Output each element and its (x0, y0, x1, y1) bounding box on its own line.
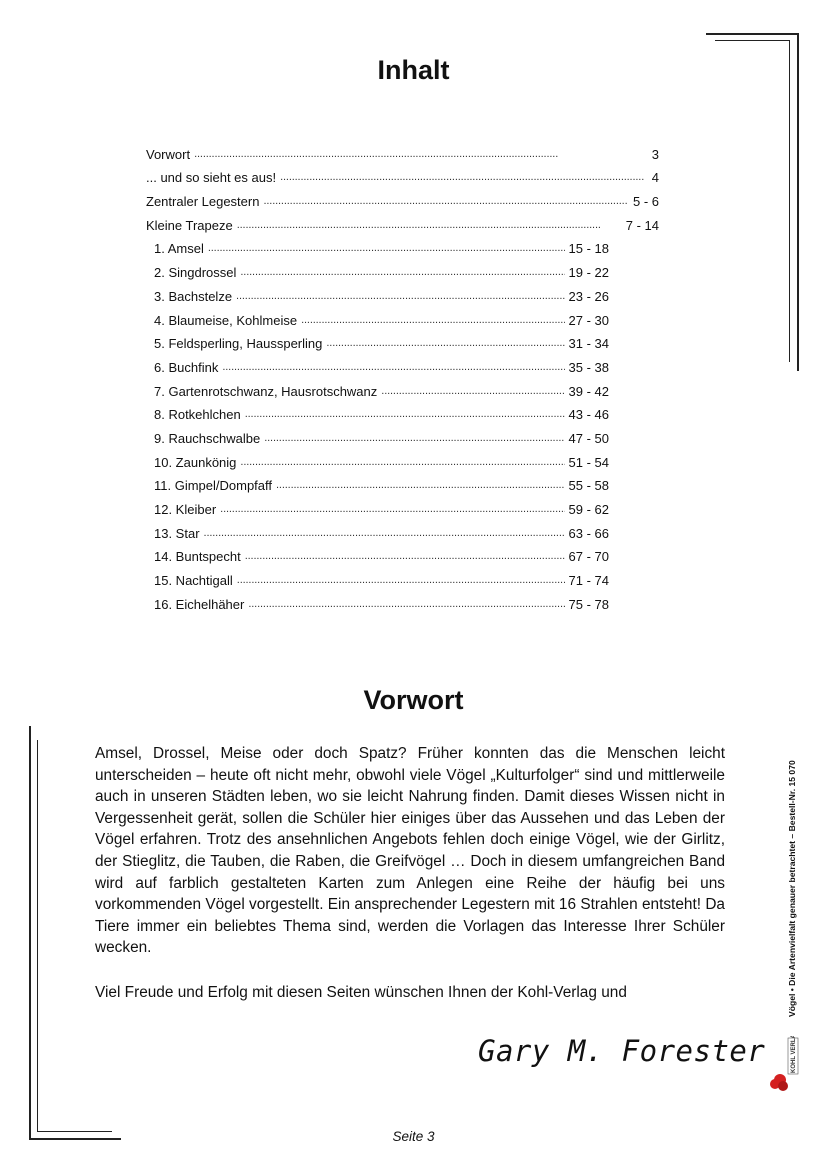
toc-leader-dots (204, 526, 565, 541)
toc-entry-label: Kleine Trapeze (146, 217, 233, 233)
series-order-number: Vögel • Die Artenvielfalt genauer betrachtet – Bestell-Nr. 15 070 (787, 760, 797, 1017)
toc-entry (146, 446, 659, 470)
toc-entry (146, 351, 659, 375)
toc-entry-pages: 75 - 78 (568, 596, 609, 612)
toc-entry-pages: 27 - 30 (568, 312, 609, 328)
toc-entry-label: 16. Eichelhäher (154, 596, 245, 612)
kohl-verlag-logo-icon (768, 1036, 802, 1092)
toc-entry-label: 9. Rauchschwalbe (154, 430, 261, 446)
author-signature: Gary M. Forester (478, 1034, 766, 1068)
toc-title: Inhalt (377, 55, 450, 85)
toc-entry (146, 162, 659, 186)
toc-entry-label: 14. Buntspecht (154, 549, 241, 565)
toc-entry-pages: 23 - 26 (568, 288, 609, 304)
preface-closing: Viel Freude und Erfolg mit diesen Seiten wünschen Ihnen der Kohl-Verlag und (95, 984, 627, 1001)
toc-entry-pages: 47 - 50 (568, 430, 609, 446)
toc-entry-label: 7. Gartenrotschwanz, Hausrotschwanz (154, 383, 378, 399)
toc-leader-dots (248, 597, 564, 612)
toc-entry (146, 493, 659, 517)
toc-entry-pages: 31 - 34 (568, 336, 609, 352)
toc-entry-label: Vorwort (146, 146, 191, 162)
toc-leader-dots (301, 313, 564, 328)
toc-entry-label: 1. Amsel (154, 241, 204, 257)
preface-body: Amsel, Drossel, Meise oder doch Spatz? Früher konnten das die Menschen leicht unterscheiden – heute oft nicht mehr, obwohl viele Vögel „Kulturfolger“ sind und mittlerweile auch in unseren Städten leben, wo sie leicht Nahrung finden. Damit dieses Wissen nicht in Vergessenheit gerät, sollen die Schüler hier einiges über das Aussehen und das Leben der Vögel erfahren. Trotz des ansehnlichen Angebots fehlen doch einige Vögel, wie der Girlitz, der Stieglitz, die Tauben, die Raben, die Greifvögel … Doch in diesem umfangreichen Band wird auf farblich gestalteten Karten zum Anlegen eine Reihe der häufig bei uns vorkommenden Vögel vorgestellt. Ein ansprechender Legestern mit 16 Strahlen entsteht! Da Tiere immer ein beliebtes Thema sind, werden die Vorlagen das Interesse Ihrer Schüler wecken. (95, 745, 725, 957)
toc-entry (146, 517, 659, 541)
logo-text: KOHL VERLAG (791, 1036, 797, 1073)
toc-entry-pages: 4 (651, 170, 659, 186)
toc-entry-label: Zentraler Legestern (146, 194, 260, 210)
toc-entry (146, 564, 659, 588)
toc-entry (146, 399, 659, 423)
toc-entry (146, 588, 659, 612)
toc-entry (146, 138, 659, 162)
toc-entry (146, 422, 659, 446)
page-number: Seite 3 (392, 1129, 435, 1144)
toc-entry-label: 10. Zaunkönig (154, 454, 237, 470)
frame-top-right-h2 (715, 40, 789, 41)
toc-leader-dots (240, 265, 564, 280)
toc-leader-dots (381, 384, 564, 399)
toc-entry-label: 2. Singdrossel (154, 265, 237, 281)
frame-top-right-v2 (789, 40, 790, 362)
toc-entry (146, 375, 659, 399)
toc-entry-pages: 51 - 54 (568, 454, 609, 470)
toc-entry (146, 256, 659, 280)
toc-leader-dots (220, 502, 564, 517)
toc-leader-dots (280, 170, 648, 185)
toc-entry-label: 15. Nachtigall (154, 573, 233, 589)
table-of-contents (146, 138, 659, 612)
toc-entry (146, 209, 659, 233)
toc-leader-dots (194, 147, 648, 162)
toc-entry (146, 185, 659, 209)
toc-entry-label: 12. Kleiber (154, 502, 217, 517)
toc-entry-pages: 19 - 22 (568, 265, 609, 281)
toc-leader-dots (326, 336, 564, 351)
toc-entry (146, 541, 659, 565)
toc-entry-pages: 15 - 18 (568, 241, 609, 257)
toc-leader-dots (263, 194, 629, 209)
toc-entry-pages: 43 - 46 (568, 407, 609, 423)
toc-leader-dots (264, 431, 564, 446)
side-caption (782, 712, 802, 1017)
toc-entry-pages: 3 (651, 146, 659, 162)
toc-entry-label: 3. Bachstelze (154, 288, 233, 304)
toc-entry-label: ... und so sieht es aus! (146, 170, 277, 186)
toc-entry-label: 13. Star (154, 525, 200, 541)
frame-top-right-h1 (706, 33, 797, 35)
toc-leader-dots (237, 218, 622, 233)
toc-leader-dots (240, 455, 564, 470)
publisher-logo (768, 1036, 802, 1092)
toc-leader-dots (237, 573, 565, 588)
toc-entry-label: 4. Blaumeise, Kohlmeise (154, 312, 298, 328)
toc-entry (146, 328, 659, 352)
toc-leader-dots (276, 478, 565, 493)
toc-entry-pages: 67 - 70 (568, 549, 609, 565)
toc-entry-label: 6. Buchfink (154, 359, 219, 375)
toc-entry-pages: 35 - 38 (568, 359, 609, 375)
toc-leader-dots (245, 407, 565, 422)
toc-entry-pages: 63 - 66 (568, 525, 609, 541)
toc-leader-dots (236, 289, 564, 304)
toc-entry (146, 470, 659, 494)
frame-bottom-left-v2 (37, 740, 38, 1132)
toc-leader-dots (208, 241, 565, 256)
toc-entry-pages: 71 - 74 (568, 573, 609, 589)
toc-entry-label: 5. Feldsperling, Haussperling (154, 336, 323, 352)
toc-entry-pages: 5 - 6 (632, 194, 659, 210)
toc-entry-label: 8. Rotkehlchen (154, 407, 241, 423)
toc-entry (146, 233, 659, 257)
toc-entry-pages: 59 - 62 (568, 502, 609, 517)
toc-entry (146, 304, 659, 328)
toc-leader-dots (245, 549, 565, 564)
toc-entry-pages: 7 - 14 (625, 217, 659, 233)
preface-title: Vorwort (363, 685, 464, 715)
toc-entry-pages: 39 - 42 (568, 383, 609, 399)
toc-leader-dots (222, 360, 564, 375)
frame-bottom-left-v1 (29, 726, 31, 1139)
toc-entry-pages: 55 - 58 (568, 478, 609, 494)
toc-entry (146, 280, 659, 304)
toc-entry-label: 11. Gimpel/Dompfaff (154, 478, 273, 494)
